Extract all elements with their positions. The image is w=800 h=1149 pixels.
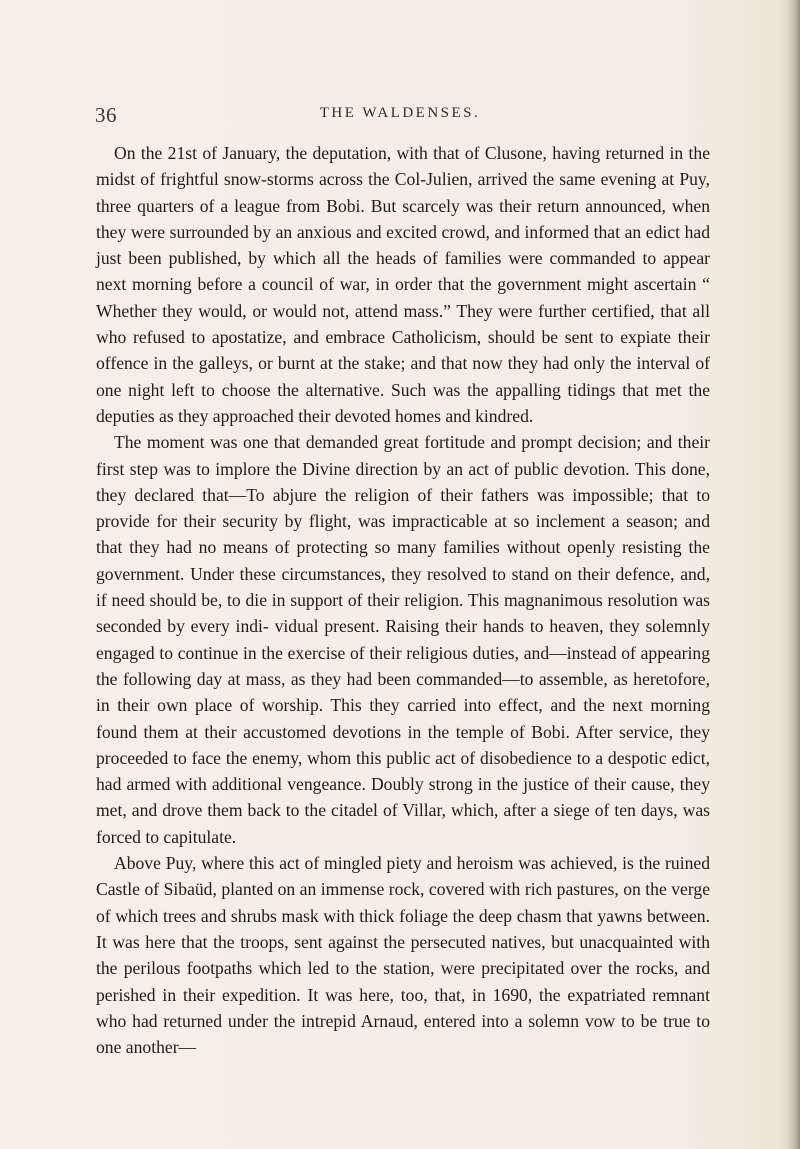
paragraph: On the 21st of January, the deputation, with that of Clusone, having returned in the midst of frightful snow-storms across the Col-Julien, arrived the same evening at Puy, three quarters of a league from Bobi. But scarcely was their return announced, when they were surrounded by an anxious and excited crowd, and informed that an edict had just been published, by which all the heads of families were commanded to appear next morning before a council of war, in order that the government might ascertain “ Whether they would, or would not, attend mass.” They were further certified, that all who refused to apostatize, and embrace Catholicism, should be sent to expiate their offence in the galleys, or burnt at the stake; and that now they had only the interval of one night left to choose the alternative. Such was the appalling tidings that met the deputies as they approached their devoted homes and kindred.: [96, 143, 710, 426]
body-text: [96, 140, 710, 1060]
page-number: 36: [95, 103, 117, 127]
running-title: THE WALDENSES.: [319, 105, 481, 121]
paragraph: The moment was one that demanded great fortitude and prompt decision; and their first step was to implore the Divine direction by an act of public devotion. This done, they declared that—To abjure the religion of their fathers was impossible; that to provide for their security by flight, was impracticable at so inclement a season; and that they had no means of protecting so many families without openly resisting the government. Under these circumstances, they resolved to stand on their defence, and, if need should be, to die in support of their religion. This magnanimous resolution was seconded by every indi- vidual present. Raising their hands to heaven, they solemnly engaged to continue in the exercise of their religious duties, and—instead of appearing the following day at mass, as they had been commanded—to assemble, as heretofore, in their own place of worship. This they carried into effect, and the next morning found them at their accustomed devotions in the temple of Bobi. After service, they proceeded to face the enemy, whom this public act of disobedience to a despotic edict, had armed with additional vengeance. Doubly strong in the justice of their cause, they met, and drove them back to the citadel of Villar, which, after a siege of ten days, was forced to capitulate.: [96, 432, 710, 847]
paragraph: Above Puy, where this act of mingled piety and heroism was achieved, is the ruined Castle of Sibaüd, planted on an immense rock, covered with rich pastures, on the verge of which trees and shrubs mask with thick foliage the deep chasm that yawns between. It was here that the troops, sent against the persecuted natives, but unacquainted with the perilous footpaths which led to the station, were precipitated over the rocks, and perished in their expedition. It was here, too, that, in 1690, the expatriated remnant who had returned under the intrepid Arnaud, entered into a solemn vow to be true to one another—: [96, 853, 710, 1058]
page-edge-shadow: [786, 0, 800, 1149]
